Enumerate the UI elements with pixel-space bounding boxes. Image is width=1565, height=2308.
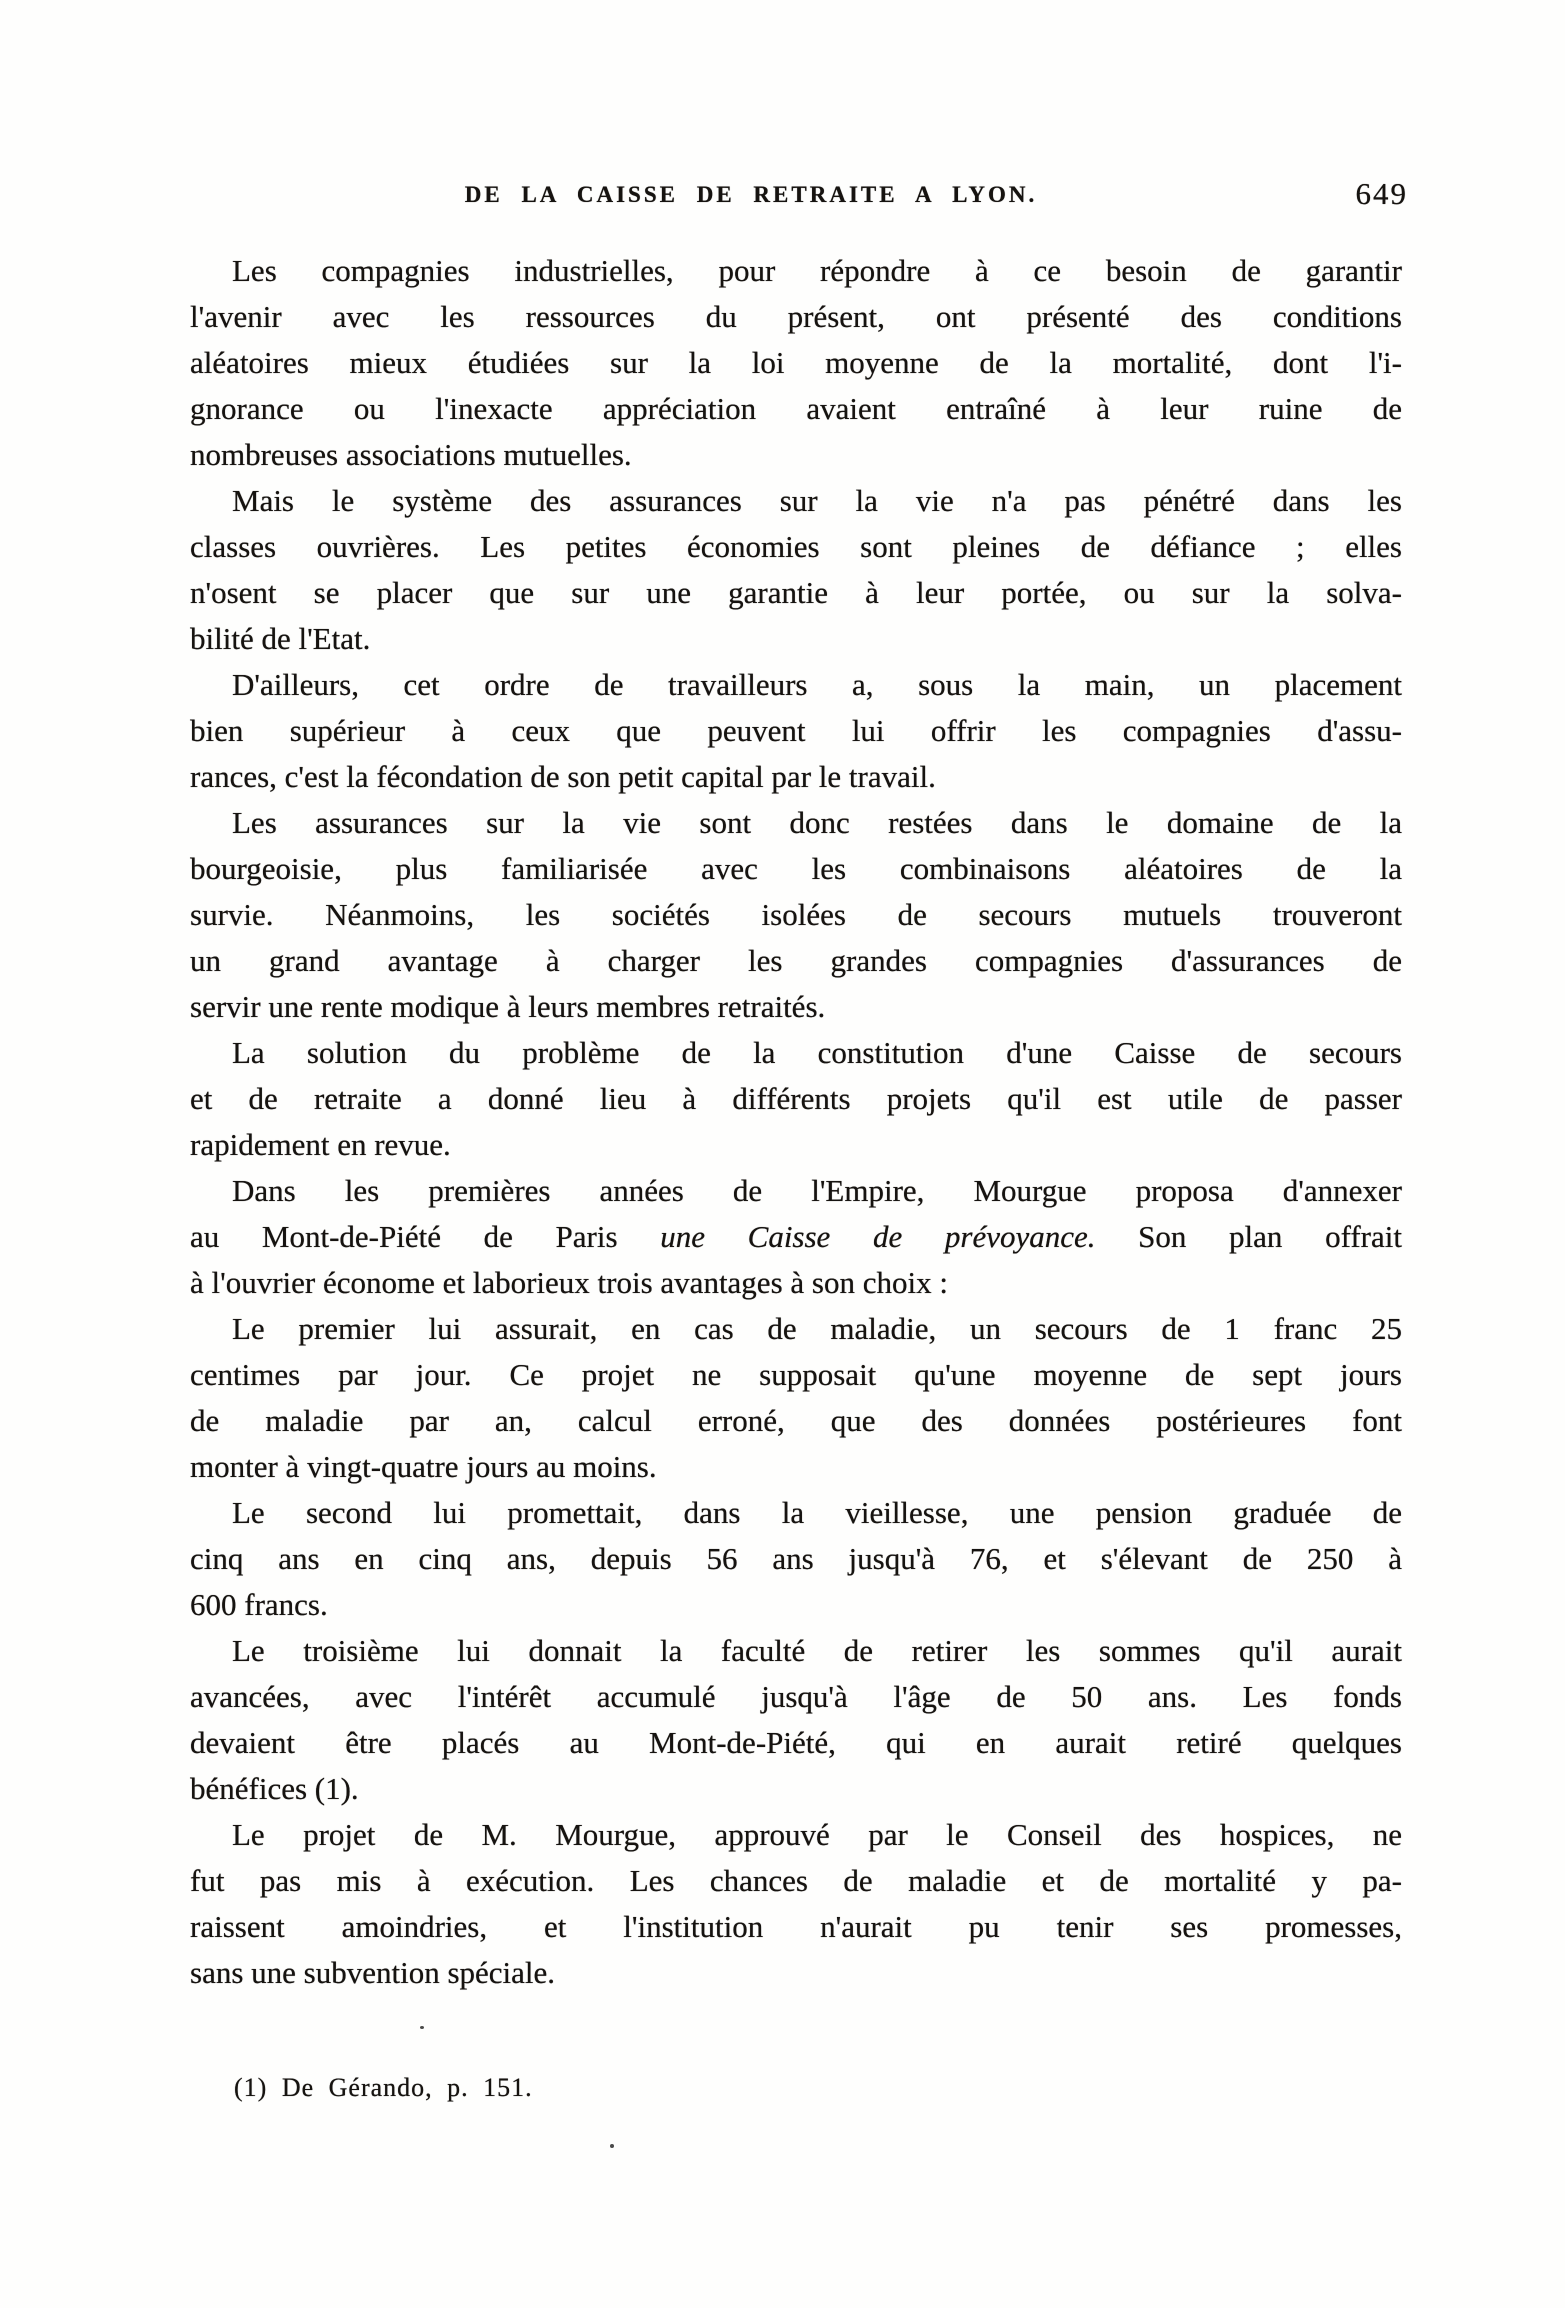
text-line (190, 1582, 1402, 1628)
text-run: Son plan offrait (1095, 1219, 1402, 1254)
text-run: au Mont-de-Piété de Paris (190, 1219, 661, 1254)
text-run: Le projet de M. Mourgue, approuvé par le Conseil des hospices, ne (232, 1817, 1402, 1852)
page-body (190, 248, 1402, 1996)
text-line (190, 1536, 1402, 1582)
text-run: de maladie par an, calcul erroné, que des données postérieures font (190, 1403, 1402, 1438)
text-line (190, 1306, 1402, 1352)
text-line (190, 1076, 1402, 1122)
text-run: D'ailleurs, cet ordre de travailleurs a, sous la main, un placement (232, 667, 1402, 702)
text-line (190, 1766, 1402, 1812)
text-run: aléatoires mieux étudiées sur la loi moyenne de la mortalité, dont l'i- (190, 345, 1402, 380)
text-run: avancées, avec l'intérêt accumulé jusqu'à l'âge de 50 ans. Les fonds (190, 1679, 1402, 1714)
text-line (190, 1030, 1402, 1076)
text-run: sans une subvention spéciale. (190, 1955, 556, 1990)
text-line (190, 984, 1402, 1030)
text-run: bourgeoisie, plus familiarisée avec les combinaisons aléatoires de la (190, 851, 1402, 886)
text-line (190, 708, 1402, 754)
text-run: monter à vingt-quatre jours au moins. (190, 1449, 657, 1484)
text-line (190, 432, 1402, 478)
text-line (190, 248, 1402, 294)
italic-text-run: une Caisse de prévoyance. (660, 1219, 1096, 1254)
text-line (190, 892, 1402, 938)
scan-speck (420, 2026, 424, 2029)
text-run: rances, c'est la fécondation de son petit capital par le travail. (190, 759, 936, 794)
text-run: n'osent se placer que sur une garantie à leur portée, ou sur la solva- (190, 575, 1402, 610)
paragraph (190, 1168, 1402, 1306)
paragraph (190, 1628, 1402, 1812)
text-run: nombreuses associations mutuelles. (190, 437, 632, 472)
text-line (190, 938, 1402, 984)
text-line (190, 1122, 1402, 1168)
text-line (190, 1444, 1402, 1490)
text-run: survie. Néanmoins, les sociétés isolées de secours mutuels trouveront (190, 897, 1402, 932)
footnote: (1) De Gérando, p. 151. (234, 2073, 533, 2102)
text-run: Le second lui promettait, dans la vieillesse, une pension graduée de (232, 1495, 1402, 1530)
text-line (190, 1260, 1402, 1306)
text-run: fut pas mis à exécution. Les chances de maladie et de mortalité y pa- (190, 1863, 1402, 1898)
text-line (190, 1214, 1402, 1260)
text-line (190, 1812, 1402, 1858)
paragraph (190, 1306, 1402, 1490)
text-run: centimes par jour. Ce projet ne supposait qu'une moyenne de sept jours (190, 1357, 1402, 1392)
text-line (190, 1904, 1402, 1950)
text-run: raissent amoindries, et l'institution n'aurait pu tenir ses promesses, (190, 1909, 1402, 1944)
text-run: cinq ans en cinq ans, depuis 56 ans jusqu'à 76, et s'élevant de 250 à (190, 1541, 1402, 1576)
page-header (190, 176, 1408, 226)
paragraph (190, 662, 1402, 800)
text-run: Les compagnies industrielles, pour répondre à ce besoin de garantir (232, 253, 1402, 288)
text-run: classes ouvrières. Les petites économies sont pleines de défiance ; elles (190, 529, 1402, 564)
text-run: Dans les premières années de l'Empire, Mourgue proposa d'annexer (232, 1173, 1402, 1208)
text-run: Les assurances sur la vie sont donc restées dans le domaine de la (232, 805, 1402, 840)
scan-speck (610, 2144, 614, 2148)
paragraph (190, 478, 1402, 662)
text-line (190, 386, 1402, 432)
text-line (190, 1674, 1402, 1720)
text-column (190, 0, 1408, 2104)
text-line (190, 662, 1402, 708)
text-run: gnorance ou l'inexacte appréciation avaient entraîné à leur ruine de (190, 391, 1402, 426)
text-line (190, 1858, 1402, 1904)
text-run: l'avenir avec les ressources du présent, ont présenté des conditions (190, 299, 1402, 334)
text-line (190, 478, 1402, 524)
text-line (190, 1720, 1402, 1766)
text-line (190, 1168, 1402, 1214)
paragraph (190, 1812, 1402, 1996)
paragraph (190, 1490, 1402, 1628)
text-run: La solution du problème de la constitution d'une Caisse de secours (232, 1035, 1402, 1070)
text-line (190, 754, 1402, 800)
text-line (190, 570, 1402, 616)
text-line (190, 1628, 1402, 1674)
text-run: Le premier lui assurait, en cas de maladie, un secours de 1 franc 25 (232, 1311, 1402, 1346)
text-line (190, 616, 1402, 662)
text-run: 600 francs. (190, 1587, 328, 1622)
text-run: bilité de l'Etat. (190, 621, 371, 656)
text-line (190, 1490, 1402, 1536)
text-run: Le troisième lui donnait la faculté de retirer les sommes qu'il aurait (232, 1633, 1402, 1668)
text-line (190, 294, 1402, 340)
text-run: devaient être placés au Mont-de-Piété, qui en aurait retiré quelques (190, 1725, 1402, 1760)
text-line (190, 1950, 1402, 1996)
text-run: Mais le système des assurances sur la vie n'a pas pénétré dans les (232, 483, 1402, 518)
paragraph (190, 1030, 1402, 1168)
text-run: bien supérieur à ceux que peuvent lui offrir les compagnies d'assu- (190, 713, 1402, 748)
text-run: bénéfices (1). (190, 1771, 359, 1806)
text-run: servir une rente modique à leurs membres retraités. (190, 989, 826, 1024)
text-line (190, 846, 1402, 892)
text-line (190, 524, 1402, 570)
paragraph (190, 248, 1402, 478)
paragraph (190, 800, 1402, 1030)
text-run: et de retraite a donné lieu à différents projets qu'il est utile de passer (190, 1081, 1402, 1116)
text-run: un grand avantage à charger les grandes compagnies d'assurances de (190, 943, 1402, 978)
text-line (190, 800, 1402, 846)
page-number: 649 (1355, 176, 1408, 211)
text-run: rapidement en revue. (190, 1127, 451, 1162)
text-line (190, 1398, 1402, 1444)
running-header-title: DE LA CAISSE DE RETRAITE A LYON. (464, 182, 1038, 207)
text-run: à l'ouvrier économe et laborieux trois avantages à son choix : (190, 1265, 948, 1300)
text-line (190, 340, 1402, 386)
text-line (190, 1352, 1402, 1398)
